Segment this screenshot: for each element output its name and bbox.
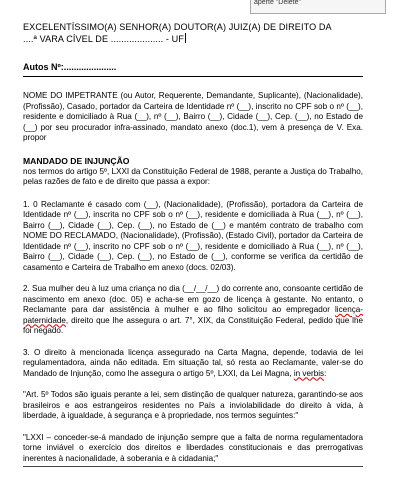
header-line-1: EXCELENTÍSSIMO(A) SENHOR(A) DOUTOR(A) JUIZ(A) DE DIREITO DA (23, 22, 332, 32)
autos-separator (23, 76, 363, 77)
spellcheck-word-in-verbis[interactable]: in verbis (293, 368, 325, 378)
document-header (23, 21, 363, 45)
paragraph-qualificacao: NOME DO IMPETRANTE (ou Autor, Requerente, Demandante, Suplicante), (Nacionalidade), (Profissão), Casado, portador da Carteira de Identidade nº (__), inscrito no CPF sob o nº (__), residente e domiciliado à Rua (__), nº (__), Bairro (__), Cidade (__), Cep. (__), no Estado de (__) por seu procurador infra-assinado, mandato anexo (doc.1), vem à presença de V. Exa. propor (23, 91, 363, 142)
citation-art-5: "Art. 5º Todos são iguais perante a lei, sem distinção de qualquer natureza, garantindo-se aos brasileiros e aos estrangeiros residentes no País a inviolabilidade do direito à vida, à liberdade, à igualdade, à segurança e à propriedade, nos termos seguintes:" (23, 390, 363, 420)
autos-number-line: Autos Nº:..................... (23, 62, 117, 72)
paragraph-2 (23, 284, 363, 337)
document-page[interactable] (23, 21, 363, 467)
paragraph-3-text-b: : (324, 368, 327, 378)
paragraph-3 (23, 348, 363, 380)
text-cursor (185, 33, 186, 43)
citation-lxxi: "LXXI – conceder-se-á mandado de injunção sempre que a falta de norma regulamentadora torne inviável o exercício dos direitos e liberdades constitucionais e das prerrogativas inerentes à nacionalidade, à soberania e à cidadania;" (23, 432, 363, 463)
paragraph-intro: nos termos do artigo 5º, LXXI da Constituição Federal de 1988, perante a Justiça do Trabalho, pelas razões de fato e de direito que passa a expor: (23, 166, 363, 186)
tooltip-note (250, 0, 386, 14)
header-line-2-text: ....ª VARA CÍVEL DE .................... - UF (23, 34, 184, 44)
paragraph-2-text-a: 2. Sua mulher deu à luz uma criança no dia (__/__/__) do corrente ano, consoante certidão de nascimento em anexo (doc. 05) e acha-se em gozo de licença à gestante. No entanto, o Reclamante para dar assistência à mulher e ao filho solicitou ao empregador (23, 284, 363, 314)
section-title: MANDADO DE INJUNÇÃO (23, 155, 130, 166)
paragraph-2-text-b: , direito que lhe assegura o art. 7°, XIX, da Constituição Federal, pedido que lhe foi negado. (23, 315, 363, 335)
spellcheck-word-licenca[interactable]: licença-paternidade (23, 305, 363, 325)
header-line-2[interactable] (23, 33, 363, 45)
paragraph-3-text-a: 3. O direito à mencionada licença assegurado na Carta Magna, depende, todavia de lei regulamentadora, ainda não editada. Em situação tal, só resta ao Reclamante, valer-se do Mandado de Injunção, como lhe assegura o artigo 5º, LXXI, da Lei Magna, (23, 347, 363, 378)
bottom-separator (23, 466, 363, 467)
paragraph-1: 1. 0 Reclamante é casado com (__), (Nacionalidade), (Profissão), portadora da Carteira de Identidade nº (__), inscrita no CPF sob o nº (__), residente e domiciliada à Rua (__), nº (__), Bairro (__), Cidade (__), Cep. (__), no Estado de (__) e mantém contrato de trabalho com NOME DO RECLAMADO, (Nacionalidade), (Profissão), (Estado Civil), portador da Carteira de Identidade nº (__), inscrito no CPF sob o nº (__), residente e domiciliado à Rua (__), nº (__), Bairro (__), Cidade (__), Cep. (__), no Estado de (__), conforme se verifica da certidão de casamento e Carteira de Trabalho em anexo (docs. 02/03). (23, 199, 363, 272)
tooltip-note-text: aperte "Delete" (254, 0, 301, 6)
